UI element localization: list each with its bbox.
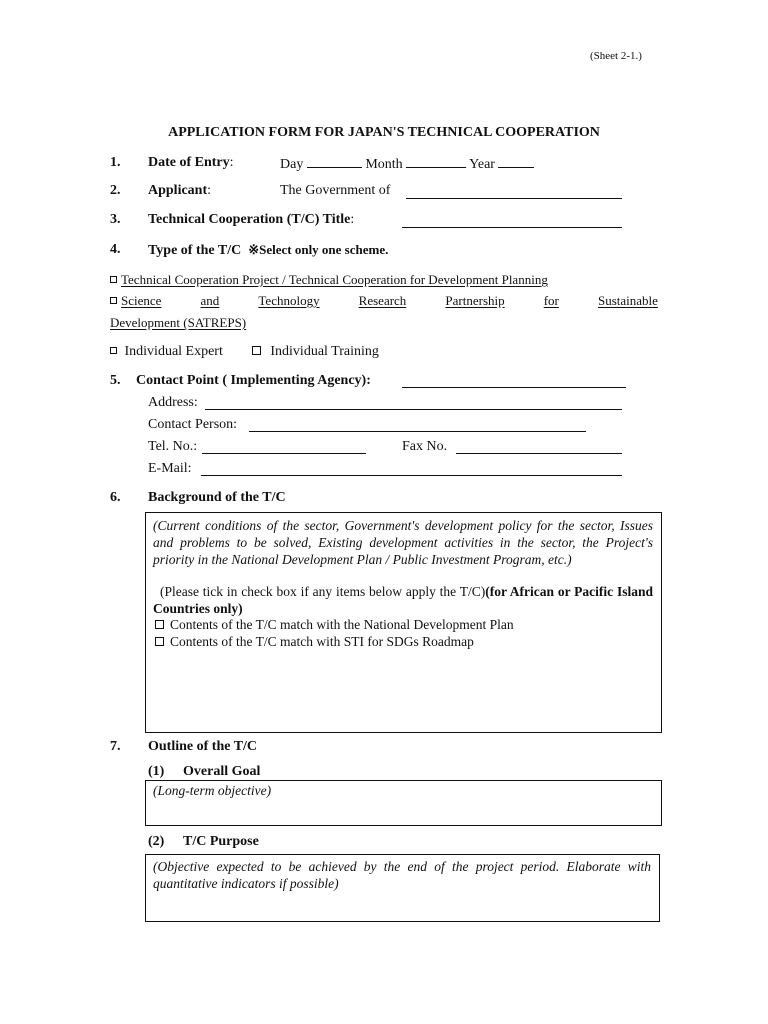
contact-label: Contact Point ( Implementing Agency): [136, 373, 371, 388]
contact-agency-input[interactable] [402, 387, 626, 388]
checkbox-icon[interactable] [110, 347, 117, 354]
scheme-individual [110, 344, 379, 360]
day-input[interactable] [307, 155, 362, 168]
date-of-entry-fields [280, 155, 534, 173]
applicant-prefix: The Government of [280, 183, 391, 198]
month-input[interactable] [406, 155, 466, 168]
email-label: E-Mail: [148, 461, 192, 476]
tel-label: Tel. No.: [148, 439, 198, 454]
scheme-tcp[interactable]: Technical Cooperation Project / Technical Cooperation for Development Planning [110, 272, 548, 288]
checkbox-icon[interactable] [252, 346, 261, 355]
item-number-4: 4. [110, 242, 121, 257]
fax-input[interactable] [456, 453, 622, 454]
checkbox-icon[interactable] [155, 620, 164, 629]
overall-goal-label: Overall Goal [183, 764, 261, 779]
address-input[interactable] [205, 409, 622, 410]
checkbox-icon[interactable] [110, 276, 117, 283]
background-tick-note: (Please tick in check box if any items below apply the T/C)(for African or Pacific Island Countries only) [153, 584, 654, 616]
background-check-ndp[interactable]: Contents of the T/C match with the National Development Plan [155, 617, 514, 633]
sheet-label: (Sheet 2-1.) [590, 50, 642, 62]
item-number-6: 6. [110, 490, 121, 505]
background-instruction: (Current conditions of the sector, Government's development policy for the sector, Issues and problems to be solved, Existing development activities in the sector, the Project's priority in the National Development Plan / Public Investment Program, etc.) [153, 518, 653, 567]
scheme-satreps-line1[interactable]: Science and Technology Research Partnership for Sustainable [110, 293, 658, 309]
tel-input[interactable] [202, 453, 366, 454]
day-label: Day [280, 157, 304, 172]
type-note: ※Select only one scheme. [248, 242, 389, 257]
item-number-1: 1. [110, 155, 121, 170]
tc-title-input[interactable] [402, 227, 622, 228]
year-input[interactable] [498, 155, 534, 168]
contact-person-input[interactable] [249, 431, 586, 432]
scheme-expert[interactable]: Individual Expert [110, 344, 223, 359]
type-label: Type of the T/C ※Select only one scheme. [148, 242, 389, 258]
item-number-7: 7. [110, 739, 121, 754]
contact-person-label: Contact Person: [148, 417, 238, 432]
item-number-5: 5. [110, 373, 121, 388]
scheme-training[interactable]: Individual Training [252, 344, 379, 359]
overall-goal-number: (1) [148, 764, 165, 779]
tc-purpose-hint: (Objective expected to be achieved by the end of the project period. Elaborate with quantitative indicators if possible) [153, 859, 651, 891]
email-input[interactable] [201, 475, 622, 476]
month-label: Month [365, 157, 403, 172]
item-number-3: 3. [110, 212, 121, 227]
checkbox-icon[interactable] [110, 297, 117, 304]
applicant-input[interactable] [406, 198, 622, 199]
tc-title-label: Technical Cooperation (T/C) Title: [148, 212, 355, 227]
applicant-label: Applicant: [148, 183, 212, 198]
scheme-satreps-line2: Development (SATREPS) [110, 315, 247, 330]
tc-purpose-label: T/C Purpose [183, 834, 259, 849]
date-of-entry-label: Date of Entry: [148, 155, 234, 170]
background-textarea[interactable] [145, 512, 662, 733]
checkbox-icon[interactable] [155, 637, 164, 646]
fax-label: Fax No. [402, 439, 448, 454]
background-check-sti[interactable]: Contents of the T/C match with STI for SDGs Roadmap [155, 634, 474, 650]
overall-goal-textarea[interactable] [145, 780, 662, 826]
item-number-2: 2. [110, 183, 121, 198]
background-label: Background of the T/C [148, 490, 286, 505]
tc-purpose-textarea[interactable] [145, 854, 660, 922]
year-label: Year [469, 157, 495, 172]
outline-label: Outline of the T/C [148, 739, 258, 754]
tc-purpose-number: (2) [148, 834, 165, 849]
page-title: APPLICATION FORM FOR JAPAN'S TECHNICAL COOPERATION [168, 125, 600, 140]
overall-goal-hint: (Long-term objective) [153, 783, 272, 798]
address-label: Address: [148, 395, 198, 410]
